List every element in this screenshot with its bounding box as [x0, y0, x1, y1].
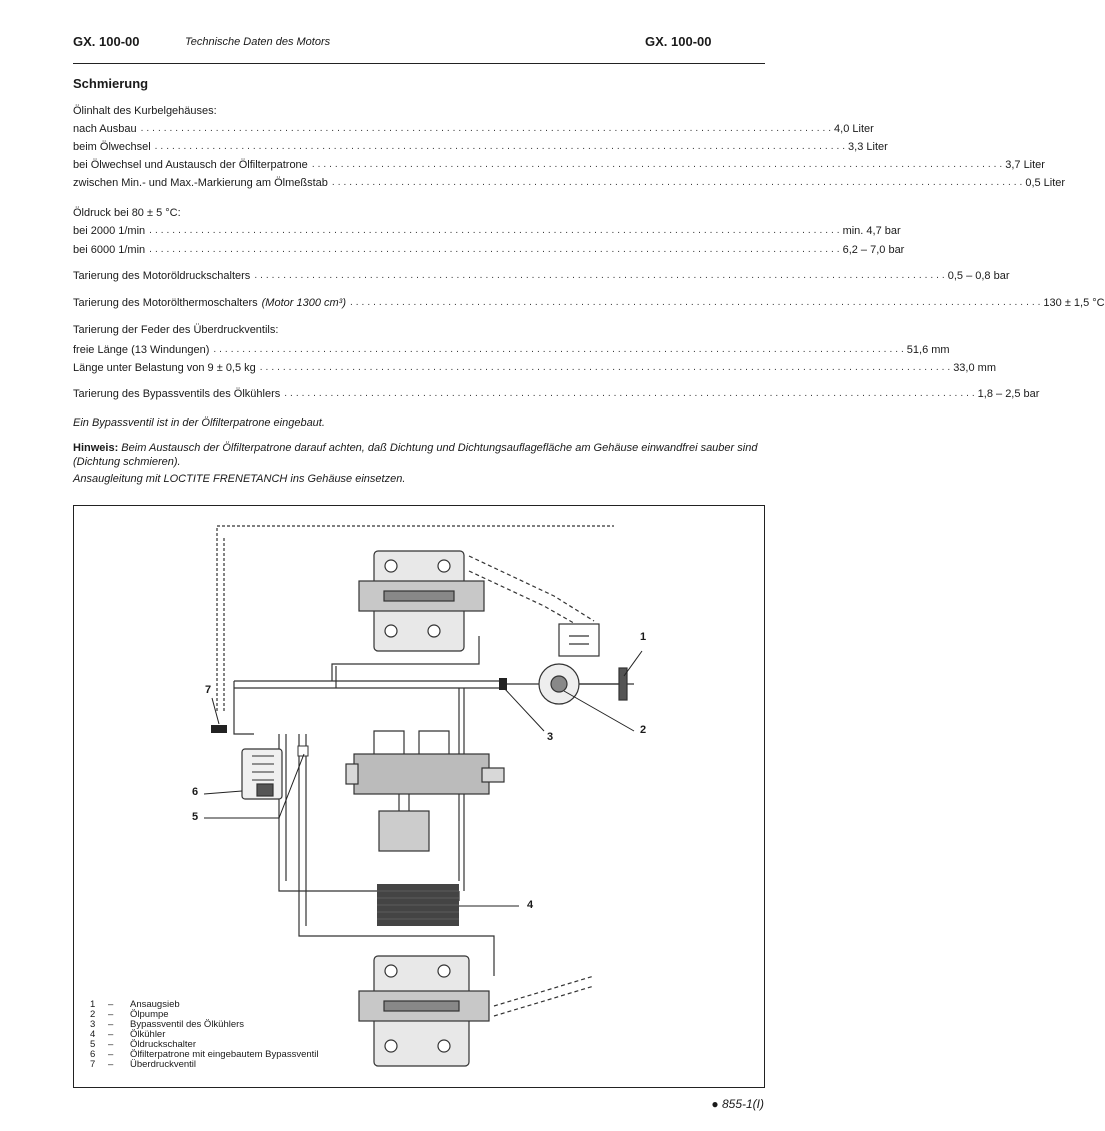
header-code-left: GX. 100-00: [73, 34, 140, 49]
spec-value: 0,5 Liter: [1025, 177, 1066, 189]
leader-dots: ........................................................................................................................: [213, 344, 907, 355]
legend-num: 3: [90, 1019, 96, 1030]
spec-value: 4,0 Liter: [834, 123, 874, 135]
legend-dash: –: [108, 999, 114, 1010]
section-title: Schmierung: [73, 76, 149, 91]
leader-dots: ........................................................................................................................: [331, 177, 1026, 188]
spec-value: 51,6 mm: [906, 344, 950, 356]
legend-dash: –: [108, 1039, 114, 1050]
legend-dash: –: [108, 1019, 114, 1030]
hint-note: [73, 441, 765, 469]
legend-num: 1: [90, 999, 96, 1010]
legend-item: [90, 1020, 319, 1030]
leader-dots: ........................................................................................................................: [311, 159, 1006, 170]
legend-item: [90, 1060, 319, 1070]
bypass-valve-icon: [499, 678, 507, 690]
spec-row: [73, 242, 905, 258]
legend-text: Überdruckventil: [130, 1059, 196, 1070]
legend-text: Ansaugsieb: [130, 999, 180, 1010]
legend-item: [90, 1030, 319, 1040]
callout-6: 6: [192, 786, 199, 798]
spec-label: Tarierung des Bypassventils des Ölkühlers: [73, 388, 281, 400]
spec-label: bei 6000 1/min: [73, 244, 146, 256]
spec-row: [73, 268, 1010, 284]
spec-row: [73, 342, 950, 358]
header-subtitle: Technische Daten des Motors: [185, 36, 331, 48]
leader-dots: ........................................................................................................................: [154, 141, 849, 152]
legend-text: Ölpumpe: [130, 1009, 169, 1020]
leader-dots: ........................................................................................................................: [259, 362, 954, 373]
spec-value: min. 4,7 bar: [842, 225, 901, 237]
intake-screen: [559, 624, 599, 656]
spec-row: [73, 295, 1105, 311]
spec-label: nach Ausbau: [73, 123, 137, 135]
spec-label: Tarierung des Motorölthermoschalters: [73, 297, 258, 309]
leader-dots: ........................................................................................................................: [350, 297, 1044, 308]
spec-value: 1,8 – 2,5 bar: [977, 388, 1040, 400]
bypass-note: Ein Bypassventil ist in der Ölfilterpatrone eingebaut.: [73, 417, 325, 429]
leader-dots: ........................................................................................................................: [254, 270, 948, 281]
legend-text: Bypassventil des Ölkühlers: [130, 1019, 245, 1030]
spring-heading: Tarierung der Feder des Überdruckventils:: [73, 324, 279, 336]
spec-row: [73, 157, 1045, 173]
spec-row: [73, 360, 996, 376]
legend-dash: –: [108, 1009, 114, 1020]
loctite-note: Ansaugleitung mit LOCTITE FRENETANCH ins Gehäuse einsetzen.: [73, 473, 406, 485]
spec-label: freie Länge (13 Windungen): [73, 344, 210, 356]
upper-housing: [359, 551, 484, 651]
legend-dash: –: [108, 1029, 114, 1040]
relief-valve-icon: [211, 725, 227, 733]
legend-text: Öldruckschalter: [130, 1039, 196, 1050]
header-code-right: GX. 100-00: [645, 34, 712, 49]
leader-dots: ........................................................................................................................: [149, 244, 843, 255]
spec-row: [73, 175, 1066, 191]
legend-item: [90, 1000, 319, 1010]
crankshaft: [346, 731, 504, 851]
spec-label: Tarierung des Motoröldruckschalters: [73, 270, 251, 282]
oil-pressure-heading: Öldruck bei 80 ± 5 °C:: [73, 207, 181, 219]
callout-1: 1: [640, 631, 647, 643]
spec-label: zwischen Min.- und Max.-Markierung am Ölmeßstab: [73, 177, 328, 189]
page-reference: ● 855-1(I): [711, 1097, 764, 1111]
spec-value: 6,2 – 7,0 bar: [842, 244, 905, 256]
legend-num: 5: [90, 1039, 96, 1050]
callout-4: 4: [527, 899, 534, 911]
spec-row: [73, 386, 1040, 402]
callout-7: 7: [205, 684, 212, 696]
pressure-switch-icon: [298, 746, 308, 756]
oil-filter-cartridge: [242, 749, 282, 799]
spec-row: [73, 121, 874, 137]
spec-label: bei Ölwechsel und Austausch der Ölfilterpatrone: [73, 159, 308, 171]
callout-2: 2: [640, 724, 647, 736]
spec-row: [73, 223, 901, 239]
spec-row: [73, 139, 888, 155]
legend-dash: –: [108, 1059, 114, 1070]
hint-label: Hinweis:: [73, 442, 119, 454]
spec-value: 3,3 Liter: [848, 141, 888, 153]
legend-num: 2: [90, 1009, 96, 1020]
oil-pump: [539, 664, 627, 704]
leader-dots: ........................................................................................................................: [149, 225, 843, 236]
oil-capacity-heading: Ölinhalt des Kurbelgehäuses:: [73, 105, 217, 117]
diagram-legend: [90, 1000, 319, 1070]
leader-dots: ........................................................................................................................: [140, 123, 835, 134]
legend-text: Ölfilterpatrone mit eingebautem Bypassventil: [130, 1049, 319, 1060]
legend-num: 7: [90, 1059, 96, 1070]
spec-label: beim Ölwechsel: [73, 141, 151, 153]
leader-dots: ........................................................................................................................: [284, 388, 978, 399]
legend-num: 4: [90, 1029, 96, 1040]
header-rule: [73, 63, 765, 64]
hint-text: Beim Austausch der Ölfilterpatrone darauf achten, daß Dichtung und Dichtungsauflagefläche am Gehäuse einwandfrei sauber sind (Dichtung schmieren).: [73, 442, 758, 468]
spec-label-extra: (Motor 1300 cm³): [261, 297, 346, 309]
legend-num: 6: [90, 1049, 96, 1060]
spec-value: 3,7 Liter: [1005, 159, 1045, 171]
spec-value: 0,5 – 0,8 bar: [947, 270, 1010, 282]
legend-item: [90, 1050, 319, 1060]
lower-housing: [359, 956, 489, 1066]
legend-dash: –: [108, 1049, 114, 1060]
callout-5: 5: [192, 811, 199, 823]
spec-label: bei 2000 1/min: [73, 225, 146, 237]
lubrication-diagram: [73, 505, 765, 1088]
spec-value: 130 ± 1,5 °C: [1043, 297, 1105, 309]
spec-value: 33,0 mm: [953, 362, 996, 374]
spec-label: Länge unter Belastung von 9 ± 0,5 kg: [73, 362, 256, 374]
callout-3: 3: [547, 731, 554, 743]
legend-text: Ölkühler: [130, 1029, 166, 1040]
